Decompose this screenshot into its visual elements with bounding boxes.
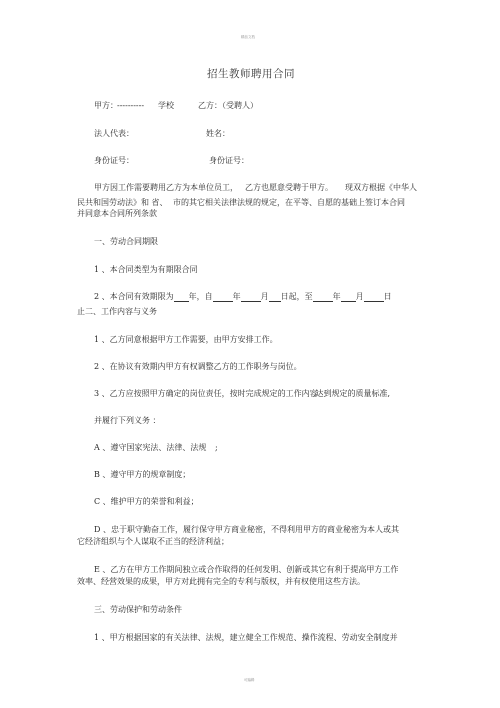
blank-years — [174, 293, 189, 302]
duty-a-end: ; — [215, 443, 218, 452]
party-a-name: 学校 — [158, 101, 174, 110]
intro-line1c: 现双方根据《中华人 — [345, 183, 417, 192]
party-a-label: 甲方： — [94, 101, 118, 110]
id-a-label: 身份证号： — [94, 156, 134, 165]
blank-start-day — [269, 293, 281, 302]
blank-end-month — [341, 293, 356, 302]
duty-e-line2: 效率、经营效果的成果，甲方对此拥有完全的专利与版权，并有权使用这些方法。 — [77, 577, 365, 586]
clause-1-2-cont-section-2: 止二、工作内容与义务 — [77, 307, 157, 316]
duty-d-line2: 它经济组织与个人谋取不正当的经济利益； — [77, 537, 229, 546]
party-b-label: 乙方：（受聘人） — [198, 101, 258, 110]
clause-2-2: 2 、在协议有效期内甲方有权调整乙方的工作职务与岗位。 — [94, 362, 302, 371]
clause-2-3a: 3 、乙方应按照甲方确定的岗位责任，按时完成规定的工作内容 — [94, 389, 318, 398]
clause-1-2-part-c: 年 — [232, 292, 241, 301]
clause-2-3c: 并履行下列义务 ： — [94, 416, 161, 425]
clause-1-2-part-d: 月 — [260, 292, 269, 301]
intro-line1: 甲方因工作需要聘用乙方为本单位员工， — [94, 183, 238, 192]
clause-1-2-part-h: 日 — [383, 292, 392, 301]
duty-b: B 、遵守甲方的规章制度； — [94, 470, 191, 479]
clause-1-2 — [94, 292, 392, 302]
duty-d-line1: D 、忠于职守勤奋工作，履行保守甲方商业秘密，不得利用甲方的商业秘密为本人或其 — [94, 525, 399, 534]
legal-rep-label: 法人代表： — [94, 129, 134, 138]
section-3-heading: 三、劳动保护和劳动条件 — [94, 605, 182, 614]
blank-start-month — [241, 293, 261, 302]
clause-1-2-part-e: 日起，至 — [280, 292, 313, 301]
clause-1-2-part-g: 月 — [355, 292, 364, 301]
clause-3-1: 1 、甲方根据国家的有关法律、法规，建立健全工作规范、操作流程、劳动安全制度并 — [94, 633, 398, 642]
duty-a: A 、遵守国家宪法、法律、法规 — [94, 443, 207, 452]
blank-end-day — [364, 293, 384, 302]
intro-line3: 并同意本合同所列条款 — [77, 209, 157, 218]
duty-e-line1: E 、乙方在甲方工作期间独立或合作取得的任何发明、创新或其它有利于提高甲方工作 — [94, 565, 399, 574]
id-b-label: 身份证号： — [209, 156, 249, 165]
blank-start-year — [213, 293, 233, 302]
clause-1-1: 1 、本合同类型为有期限合同 — [94, 265, 198, 274]
party-a-dashes: ---------- — [117, 101, 145, 110]
clause-1-2-part-b: 年，自 — [188, 292, 213, 301]
blank-end-year — [313, 293, 333, 302]
duty-c: C 、维护甲方的荣誉和利益； — [94, 497, 199, 506]
footer-mark: 可编辑 — [244, 678, 255, 682]
header-mark: 精品文档 — [241, 35, 255, 39]
page-title: 招生教师聘用合同 — [207, 68, 295, 80]
clause-2-3b: ,达到规定的质量标准, — [313, 389, 391, 398]
clause-1-2-part-f: 年 — [332, 292, 341, 301]
name-label: 姓名： — [206, 129, 230, 138]
clause-2-1: 1 、乙方同意根据甲方工作需要，由甲方安排工作。 — [94, 335, 278, 344]
intro-line1b: 乙方也愿意受聘于甲方。 — [245, 183, 333, 192]
section-1-heading: 一、劳动合同期限 — [94, 237, 158, 246]
intro-line2b: 市的其它相关法律法规的规定，在平等、自愿的基础上签订本合同 — [173, 198, 405, 207]
clause-1-2-part-a: 2 、本合同有效期限为 — [94, 292, 174, 301]
intro-line2: 民共和国劳动法》和 省、 — [77, 198, 168, 207]
